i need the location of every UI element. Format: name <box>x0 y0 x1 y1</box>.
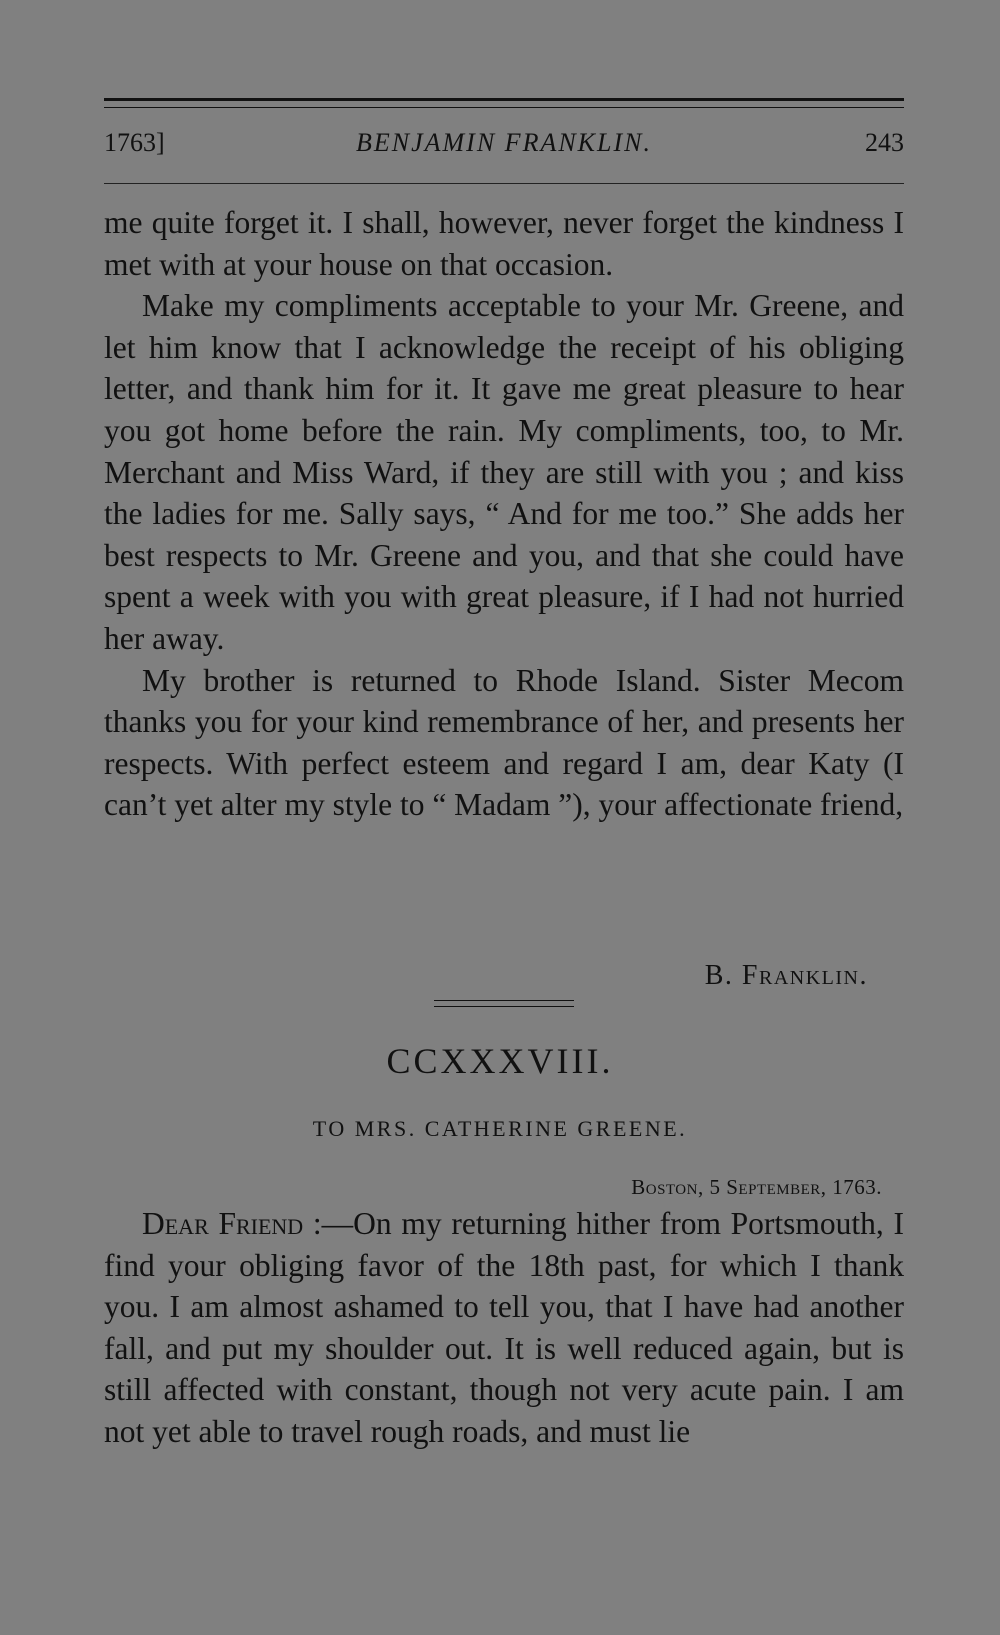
dateline: Boston, 5 September, 1763. <box>631 1175 882 1199</box>
letter-1-body <box>104 202 904 826</box>
paragraph-continuation: me quite forget it. I shall, however, never forget the kindness I met with at your house on that occasion. <box>104 205 904 282</box>
header-title: BENJAMIN FRANKLIN. <box>356 128 652 157</box>
letter-2-text: —On my returning hither from Portsmouth, I find your obliging favor of the 18th past, for which I thank you. I am almost ashamed to tell you, that I have had another fall, and put my shoulder out. It is well reduced again, but is still affected with constant, though not very acute pain. I am not yet able to travel rough roads, and must lie <box>104 1206 905 1449</box>
top-rule <box>104 98 904 101</box>
section-divider-lower <box>434 1006 574 1007</box>
salutation: Dear Friend : <box>142 1206 322 1241</box>
addressee-heading: TO MRS. CATHERINE GREENE. <box>312 1116 688 1141</box>
page-number: 243 <box>865 128 904 157</box>
section-divider <box>434 1000 574 1001</box>
running-header <box>104 128 904 168</box>
header-rule <box>104 183 904 184</box>
letter-2-body <box>104 1203 904 1453</box>
signature: B. Franklin. <box>704 960 868 991</box>
letter-number: CCXXXVIII. <box>386 1041 614 1081</box>
top-rule-thin <box>104 107 904 108</box>
header-year: 1763] <box>104 128 165 157</box>
paragraph-compliments: Make my compliments acceptable to your Mr. Greene, and let him know that I acknowledge the receipt of his obliging letter, and thank him for it. It gave me great pleasure to hear you got home before the rain. My compliments, too, to Mr. Merchant and Miss Ward, if they are still with you ; and kiss the ladies for me. Sally says, “ And for me too.” She adds her best respects to Mr. Greene and you, and that she could have spent a week with you with great pleasure, if I had not hurried her away. <box>104 288 904 656</box>
letter-2-paragraph <box>104 1203 904 1453</box>
paragraph-closing: My brother is returned to Rhode Island. Sister Mecom thanks you for your kind remembrance of her, and presents her respects. With perfect esteem and regard I am, dear Katy (I can’t yet alter my style to “ Madam ”), your affectionate friend, <box>104 662 904 823</box>
